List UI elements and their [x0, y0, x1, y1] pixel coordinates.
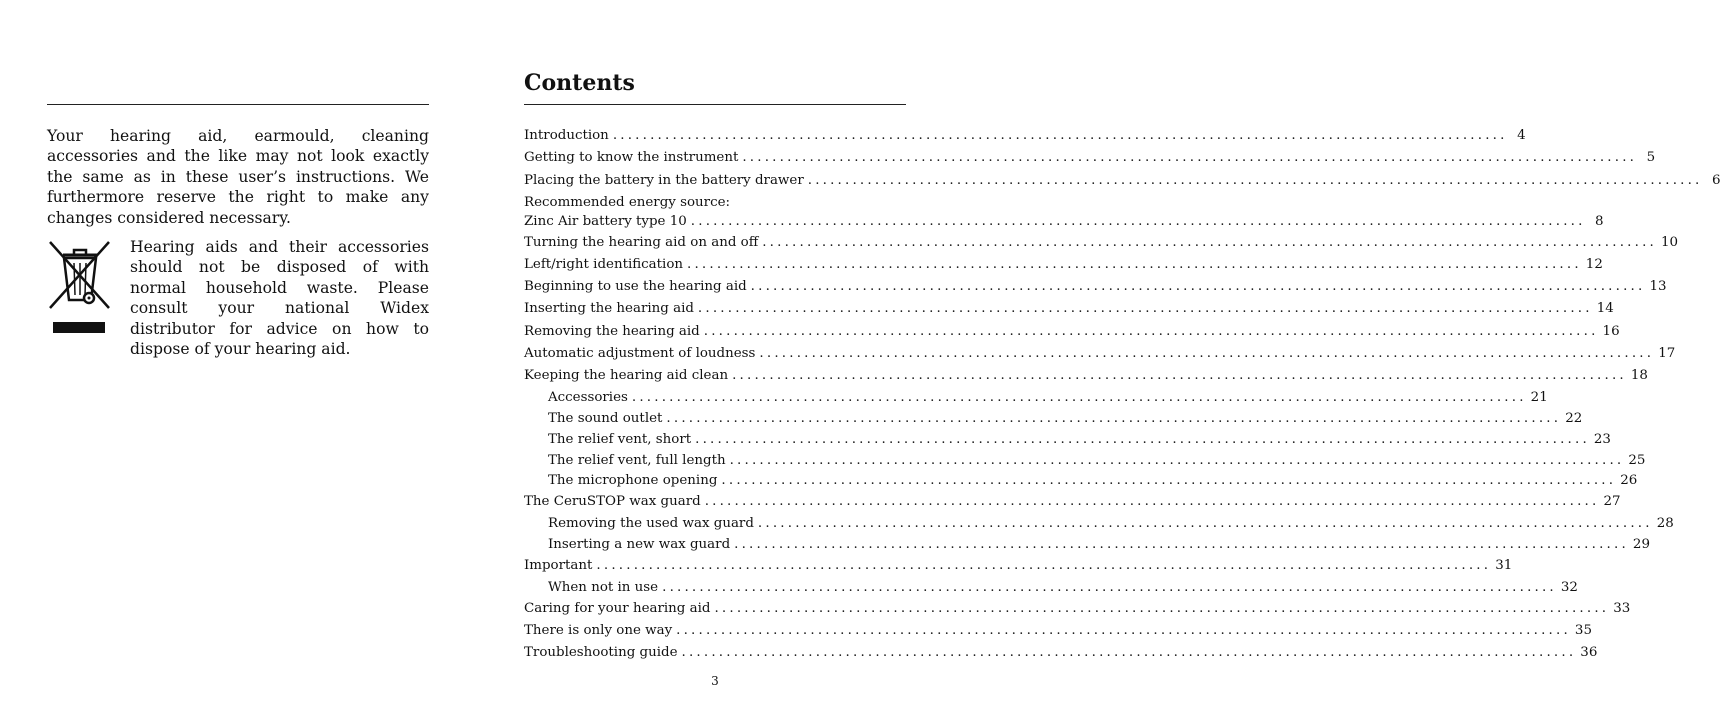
toc-entry[interactable]: [524, 645, 1598, 661]
toc-leader-dots: ........................................................................................................................: [759, 346, 1655, 361]
toc-entry-label: The relief vent, short: [548, 432, 692, 447]
toc-entry-page: 16: [1602, 324, 1620, 339]
toc-entry-label: Keeping the hearing aid clean: [524, 368, 729, 383]
toc-entry[interactable]: [548, 516, 1674, 532]
toc-leader-dots: ........................................................................................................................: [596, 558, 1492, 573]
toc-leader-dots: ........................................................................................................................: [681, 645, 1577, 660]
crossed-out-wheelie-bin-icon: [47, 240, 113, 336]
toc-entry[interactable]: [524, 128, 1526, 144]
toc-entry-page: 17: [1658, 346, 1676, 361]
toc-entry-prefix: Recommended energy source:: [524, 195, 730, 210]
page-number: 3: [711, 674, 719, 688]
toc-entry-page: 26: [1620, 473, 1638, 488]
toc-entry[interactable]: [524, 494, 1621, 510]
toc-entry[interactable]: [524, 279, 1667, 295]
toc-entry-label: Introduction: [524, 128, 609, 143]
toc-entry-label: Important: [524, 558, 593, 573]
toc-entry-page: 14: [1596, 301, 1614, 316]
toc-entry[interactable]: [548, 537, 1650, 553]
toc-entry[interactable]: [524, 346, 1676, 362]
toc-entry[interactable]: [548, 580, 1578, 596]
toc-leader-dots: ........................................................................................................................: [742, 150, 1638, 165]
toc-entry[interactable]: [524, 368, 1648, 384]
toc-entry-page: 35: [1574, 623, 1592, 638]
toc-entry-page: 5: [1646, 150, 1656, 165]
toc-leader-dots: ........................................................................................................................: [666, 411, 1562, 426]
toc-entry-label: The microphone opening: [548, 473, 718, 488]
toc-leader-dots: ........................................................................................................................: [690, 214, 1586, 229]
toc-entry-page: 23: [1593, 432, 1611, 447]
toc-entry-label: Automatic adjustment of loudness: [524, 346, 756, 361]
toc-entry-page: 18: [1630, 368, 1648, 383]
toc-entry-page: 27: [1603, 494, 1621, 509]
toc-entry-page: 13: [1649, 279, 1667, 294]
toc-entry[interactable]: [524, 601, 1631, 617]
toc-entry[interactable]: [524, 623, 1592, 639]
toc-entry-page: 4: [1517, 128, 1526, 143]
toc-leader-dots: ........................................................................................................................: [734, 537, 1629, 552]
toc-leader-dots: ........................................................................................................................: [807, 173, 1703, 188]
toc-entry-label: Turning the hearing aid on and off: [524, 235, 759, 250]
toc-entry[interactable]: [548, 473, 1638, 489]
toc-entry-page: 29: [1632, 537, 1650, 552]
toc-entry[interactable]: [524, 173, 1721, 189]
toc-leader-dots: ........................................................................................................................: [687, 257, 1582, 272]
toc-entry-page: 8: [1595, 214, 1604, 229]
toc-leader-dots: ........................................................................................................................: [757, 516, 1653, 531]
left-page-rule: [47, 104, 429, 105]
toc-entry-label: The sound outlet: [548, 411, 663, 426]
toc-entry[interactable]: [524, 235, 1679, 251]
page-title: Contents: [524, 70, 635, 96]
toc-entry-label: Caring for your hearing aid: [524, 601, 711, 616]
toc-entry-label: Inserting a new wax guard: [548, 537, 731, 552]
toc-leader-dots: ........................................................................................................................: [703, 324, 1599, 339]
toc-entry[interactable]: [548, 390, 1548, 406]
toc-entry-label: When not in use: [548, 580, 659, 595]
toc-entry[interactable]: [524, 301, 1614, 317]
contents-rule: [524, 104, 906, 105]
toc-entry[interactable]: [524, 558, 1513, 574]
toc-entry-label: The relief vent, full length: [548, 453, 726, 468]
toc-entry-label: Removing the used wax guard: [548, 516, 754, 531]
toc-entry-page: 31: [1495, 558, 1513, 573]
toc-entry-page: 28: [1656, 516, 1674, 531]
toc-entry-label: Zinc Air battery type 10: [524, 214, 687, 229]
toc-entry-label: Beginning to use the hearing aid: [524, 279, 747, 294]
toc-entry-page: 25: [1628, 453, 1646, 468]
toc-leader-dots: ........................................................................................................................: [714, 601, 1610, 616]
toc-entry-label: The CeruSTOP wax guard: [524, 494, 701, 509]
intro-paragraph: Your hearing aid, earmould, cleaning accessories and the like may not look exactly the same as in these user’s instructions. We furthermore reserve the right to make any changes considered necessary.: [47, 127, 429, 227]
toc-entry-page: 6: [1711, 173, 1721, 188]
toc-entry-label: Placing the battery in the battery drawer: [524, 173, 804, 188]
toc-entry-label: Accessories: [548, 390, 628, 405]
toc-entry[interactable]: [524, 214, 1604, 230]
toc-entry-page: 33: [1613, 601, 1631, 616]
toc-entry-page: 12: [1585, 257, 1603, 272]
toc-leader-dots: ........................................................................................................................: [721, 473, 1617, 488]
toc-leader-dots: ........................................................................................................................: [662, 580, 1557, 595]
toc-leader-dots: ........................................................................................................................: [704, 494, 1600, 509]
toc-entry-label: Getting to know the instrument: [524, 150, 739, 165]
toc-entry[interactable]: [548, 453, 1646, 469]
toc-entry[interactable]: [524, 150, 1656, 166]
toc-leader-dots: ........................................................................................................................: [631, 390, 1527, 405]
toc-entry[interactable]: [524, 324, 1620, 340]
toc-leader-dots: ........................................................................................................................: [676, 623, 1571, 638]
toc-entry-page: 36: [1580, 645, 1598, 660]
toc-leader-dots: ........................................................................................................................: [762, 235, 1657, 250]
toc-entry-label: Left/right identification: [524, 257, 684, 272]
toc-entry[interactable]: [548, 432, 1611, 448]
toc-entry-page: 21: [1530, 390, 1548, 405]
toc-leader-dots: ........................................................................................................................: [697, 301, 1593, 316]
toc-entry[interactable]: [548, 411, 1583, 427]
toc-entry-label: Inserting the hearing aid: [524, 301, 694, 316]
toc-leader-dots: ........................................................................................................................: [729, 453, 1625, 468]
toc-leader-dots: ........................................................................................................................: [732, 368, 1627, 383]
toc-leader-dots: ........................................................................................................................: [695, 432, 1590, 447]
toc-leader-dots: ........................................................................................................................: [612, 128, 1508, 143]
toc-entry-page: 32: [1560, 580, 1578, 595]
toc-leader-dots: ........................................................................................................................: [750, 279, 1646, 294]
toc-entry-page: 22: [1565, 411, 1583, 426]
toc-entry-label: Troubleshooting guide: [524, 645, 678, 660]
toc-entry-page: 10: [1661, 235, 1679, 250]
disposal-notice: Hearing aids and their accessories should not be disposed of with normal household waste. Please consult your national Widex distributor for advice on how to dispose of your hearing aid.: [130, 238, 429, 359]
toc-entry[interactable]: [524, 257, 1603, 273]
toc-entry-label: Removing the hearing aid: [524, 324, 700, 339]
toc-entry-label: There is only one way: [524, 623, 673, 638]
